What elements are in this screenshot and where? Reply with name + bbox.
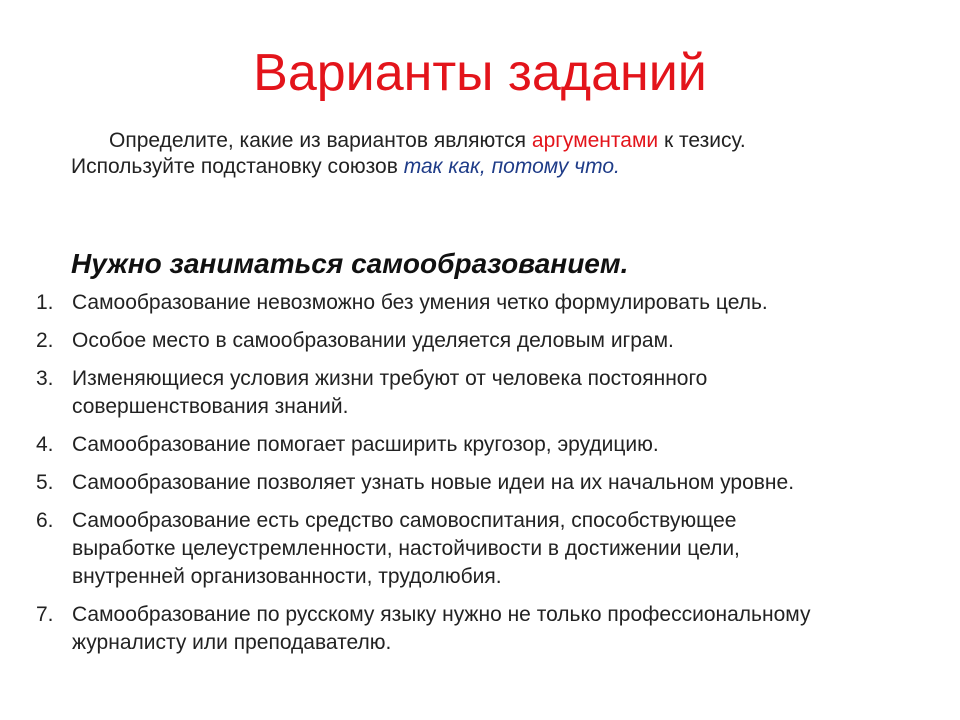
options-list	[0, 289, 830, 667]
option-number: 1.	[36, 291, 54, 314]
instruction-text	[71, 128, 831, 180]
list-item	[0, 469, 830, 497]
instruction-part1: Определите, какие из вариантов являются	[109, 129, 532, 152]
list-item	[0, 431, 830, 459]
option-number: 2.	[36, 329, 54, 352]
instruction-highlight-conjunctions: так как, потому что.	[403, 155, 620, 178]
option-text: Самообразование невозможно без умения четко формулировать цель.	[72, 291, 768, 314]
list-item	[0, 507, 830, 591]
instruction-highlight-arguments: аргументами	[531, 129, 659, 152]
list-item	[0, 327, 830, 355]
option-number: 6.	[36, 509, 54, 532]
list-item	[0, 289, 830, 317]
option-text: Изменяющиеся условия жизни требуют от человека постоянного совершенствования знаний.	[72, 367, 708, 418]
slide-title: Варианты заданий	[253, 44, 707, 102]
list-item	[0, 601, 830, 657]
option-number: 4.	[36, 433, 54, 456]
option-text: Самообразование есть средство самовоспитания, способствующее выработке целеустремленности, настойчивости в достижении цели, внутренней организованности, трудолюбия.	[72, 509, 740, 588]
option-number: 5.	[36, 471, 54, 494]
option-text: Самообразование по русскому языку нужно не только профессиональному журналисту или преподавателю.	[72, 603, 811, 654]
instruction-part2: к тезису. Используйте подстановку союзов	[71, 129, 746, 178]
option-text: Особое место в самообразовании уделяется деловым играм.	[72, 329, 674, 352]
thesis-statement: Нужно заниматься самообразованием.	[71, 248, 629, 279]
option-number: 3.	[36, 367, 54, 390]
option-text: Самообразование позволяет узнать новые идеи на их начальном уровне.	[72, 471, 795, 494]
option-number: 7.	[36, 603, 54, 626]
option-text: Самообразование помогает расширить кругозор, эрудицию.	[72, 433, 659, 456]
list-item	[0, 365, 830, 421]
